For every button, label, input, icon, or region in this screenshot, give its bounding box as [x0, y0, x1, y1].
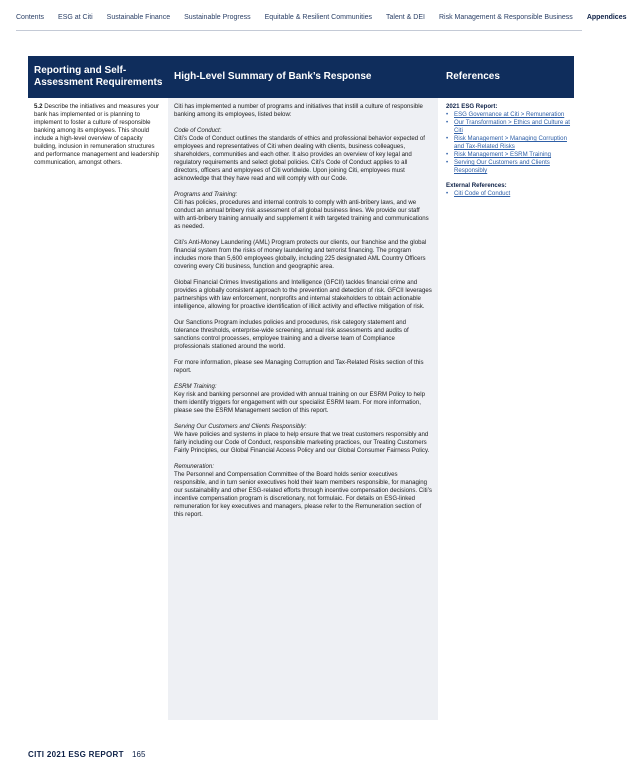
nav-divider: [16, 30, 582, 31]
requirement-cell: [28, 98, 168, 720]
header-requirements: Reporting and Self-Assessment Requirements: [34, 65, 163, 88]
nav-risk-management[interactable]: Risk Management & Responsible Business: [438, 14, 573, 21]
response-cell: [168, 98, 438, 720]
reference-link[interactable]: • Serving Our Customers and Clients Responsibly: [446, 159, 570, 175]
requirement-number: 5.2: [34, 103, 43, 110]
footer-report-title: CITI 2021 ESG REPORT: [28, 750, 124, 759]
nav-talent-dei[interactable]: Talent & DEI: [386, 14, 425, 21]
response-paragraph: Our Sanctions Program includes policies and procedures, risk category statement and tolerance thresholds, enterprise-wide screening, annual risk assessments and audits of sanctions control processes, employee training and a diverse team of Compliance professionals stationed around the world.: [174, 319, 409, 350]
response-paragraph: Serving Our Customers and Clients Responsibly: We have policies and systems in place to help ensure that we treat customers responsibly and fairly including our Code of Conduct, responsible marketing practices, our Treating Customers Fairly Principles, our Global Financial Access Policy and our Global Consumer Fairness Policy.: [174, 423, 430, 454]
response-paragraph: For more information, please see Managing Corruption and Tax-Related Risks section of this report.: [174, 359, 424, 374]
reference-link[interactable]: • Risk Management > ESRM Training: [446, 151, 570, 159]
report-references-list: [446, 111, 570, 175]
references-cell: [438, 98, 574, 720]
nav-contents[interactable]: Contents: [16, 14, 45, 21]
response-paragraph: Citi has implemented a number of programs and initiatives that instill a culture of responsible banking among its employees, listed below:: [174, 103, 423, 118]
nav-equitable-communities[interactable]: Equitable & Resilient Communities: [264, 14, 373, 21]
response-paragraph: Programs and Training: Citi has policies, procedures and internal controls to comply with anti-bribery laws, and we conduct an annual bribery risk assessment of all global business lines. We provide our staff with anti-bribery training annually and supplement it with targeted training and communications as needed.: [174, 191, 429, 230]
external-references-list: [446, 190, 570, 198]
nav-appendices[interactable]: Appendices: [586, 14, 627, 21]
response-paragraph: ESRM Training: Key risk and banking personnel are provided with annual training on our ESRM Policy to help them identify triggers for engagement with our specialist ESRM team. For more information, please see the ESRM Management section of this report.: [174, 383, 426, 414]
page-footer: [28, 750, 145, 759]
reference-link[interactable]: • Our Transformation > Ethics and Culture at Citi: [446, 119, 570, 135]
requirements-table: [28, 56, 574, 720]
reference-link[interactable]: • ESG Governance at Citi > Remuneration: [446, 111, 570, 119]
requirement-text: Describe the initiatives and measures your bank has implemented or is planning to implement to foster a culture of responsible banking among its employees. This should include a high-level overview of capacity building, inclusion in remuneration structures and performance management and leadership communication, amongst others.: [34, 103, 160, 166]
response-paragraph: Citi’s Anti-Money Laundering (AML) Program protects our clients, our franchise and the global financial system from the risks of money laundering and terrorist financing. The program includes more than 5,600 employees globally, including 225 designated AML Country Officers covering every Citi business, function and geographic area.: [174, 239, 427, 270]
report-references-heading: 2021 ESG Report:: [446, 103, 498, 110]
response-paragraph: Global Financial Crimes Investigations and Intelligence (GFCII) tackles financial crime and provides a globally consistent approach to the prevention and detection of risk. GFCII leverages partnerships with law enforcement, nonprofits and internal stakeholders to obtain actionable intelligence, allowing for proactive identification of illicit activity and effective mitigation of risk.: [174, 279, 432, 310]
response-paragraph: Code of Conduct: Citi’s Code of Conduct outlines the standards of ethics and professional behavior expected of employees and representatives of Citi when dealing with clients, business colleagues, shareholders, communities and each other. It also provides an overview of key legal and regulatory requirements and select global policies. Citi’s Code of Conduct applies to all directors, officers and employees of Citi worldwide. Upon joining Citi, employees must acknowledge that they have read and will comply with our Code.: [174, 127, 425, 182]
table-header: [28, 56, 574, 98]
nav-sustainable-progress[interactable]: Sustainable Progress: [184, 14, 251, 21]
reference-link[interactable]: • Risk Management > Managing Corruption and Tax-Related Risks: [446, 135, 570, 151]
nav-esg-at-citi[interactable]: ESG at Citi: [58, 14, 93, 21]
reference-link[interactable]: • Citi Code of Conduct: [446, 190, 570, 198]
table-row: [28, 98, 574, 720]
header-references: References: [446, 71, 500, 82]
page-number: 165: [132, 750, 146, 759]
response-paragraph: Remuneration: The Personnel and Compensation Committee of the Board holds senior executives responsible, and in turn senior executives hold their team members responsible, for managing our sustainability and other ESG-related efforts through incentive compensation decisions. Citi’s incentive compensation program is discretionary, not formulaic. For details on ESG-linked remuneration for key executives and managers, please refer to the Remuneration section of this report.: [174, 463, 432, 518]
external-references-heading: External References:: [446, 182, 507, 189]
top-navigation: [16, 14, 627, 21]
nav-sustainable-finance[interactable]: Sustainable Finance: [106, 14, 171, 21]
header-summary: High-Level Summary of Bank’s Response: [174, 71, 372, 82]
